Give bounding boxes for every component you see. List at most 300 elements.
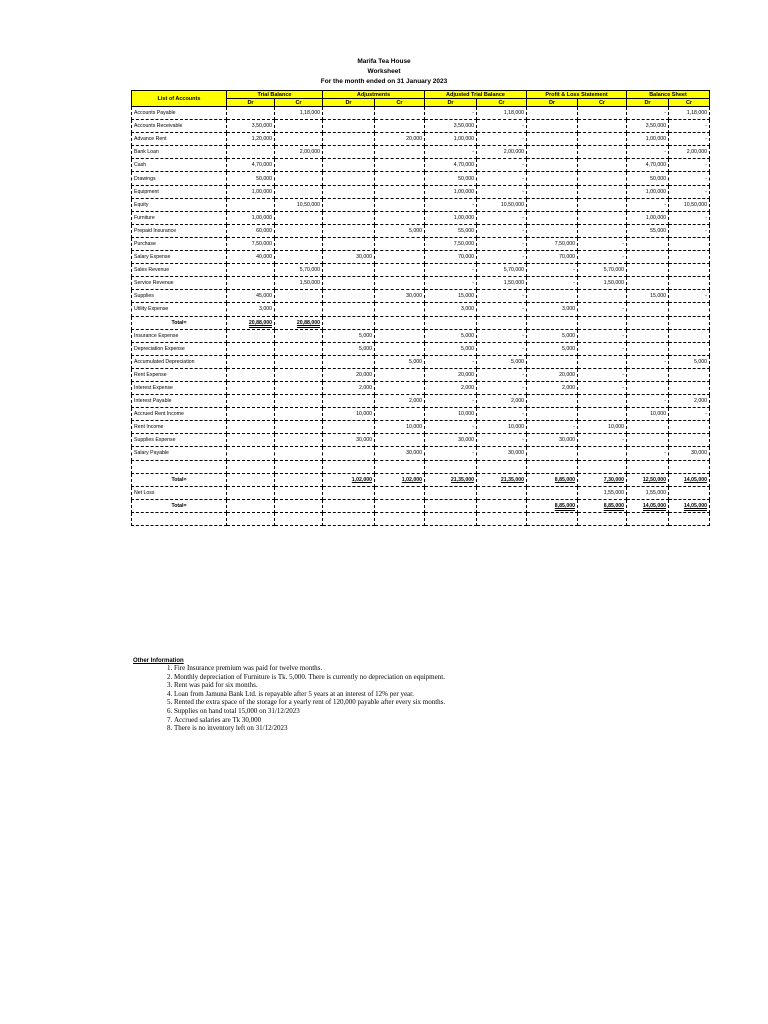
account-name: Accrued Rent Income: [132, 408, 227, 421]
cell-value: [227, 355, 275, 368]
cell-value: [323, 120, 375, 133]
table-row: [132, 237, 710, 250]
cell-value: [425, 316, 477, 329]
info-item: 8. There is no inventory left on 31/12/2023: [174, 724, 445, 733]
cell-value: -: [669, 408, 710, 421]
cell-value: [227, 198, 275, 211]
cell-value: -: [477, 251, 527, 264]
account-name: Salary Payable: [132, 447, 227, 460]
cell-value: 1,50,000: [477, 277, 527, 290]
cell-value: [323, 237, 375, 250]
cell-value: [578, 120, 627, 133]
cell-value: -: [578, 303, 627, 316]
cell-value: -: [477, 120, 527, 133]
cell-value: [669, 421, 710, 434]
cell-value: 70,000: [527, 251, 578, 264]
dr-header: Dr: [527, 99, 578, 107]
cell-value: [323, 355, 375, 368]
cell-value: -: [477, 237, 527, 250]
cell-value: 1,00,000: [425, 185, 477, 198]
cell-value: [627, 329, 669, 342]
table-row: [132, 434, 710, 447]
cell-value: 15,000: [425, 290, 477, 303]
cell-value: [578, 185, 627, 198]
cell-value: 20,000: [375, 133, 425, 146]
account-name: Purchase: [132, 237, 227, 250]
cell-value: [227, 434, 275, 447]
info-item: 6. Supplies on hand total 15,000 on 31/12/2023: [174, 707, 445, 716]
cell-value: [627, 381, 669, 394]
cell-value: [578, 447, 627, 460]
cell-value: [578, 460, 627, 473]
account-name: Interest Payable: [132, 395, 227, 408]
cell-value: 1,18,000: [669, 107, 710, 120]
cell-value: 21,35,000: [477, 473, 527, 486]
cell-value: [227, 381, 275, 394]
cell-value: [627, 342, 669, 355]
account-name: Interest Expense: [132, 381, 227, 394]
cell-value: [275, 329, 323, 342]
cell-value: -: [425, 421, 477, 434]
cell-value: [323, 211, 375, 224]
cell-value: [275, 237, 323, 250]
account-name: Supplies Expense: [132, 434, 227, 447]
document-title: Worksheet: [367, 68, 401, 75]
cell-value: -: [669, 290, 710, 303]
account-name: Utility Expense: [132, 303, 227, 316]
cell-value: 7,50,000: [527, 237, 578, 250]
table-row: [132, 342, 710, 355]
cell-value: [578, 355, 627, 368]
cell-value: 8,85,000: [527, 473, 578, 486]
cell-value: [375, 408, 425, 421]
cell-value: [669, 237, 710, 250]
cell-value: [669, 277, 710, 290]
cell-value: [627, 512, 669, 525]
cell-value: [227, 421, 275, 434]
table-row: [132, 499, 710, 512]
cell-value: 1,20,000: [227, 133, 275, 146]
cell-value: [323, 277, 375, 290]
info-item: 7. Accrued salaries are Tk 30,000: [174, 716, 445, 725]
cell-value: [275, 512, 323, 525]
cell-value: [227, 329, 275, 342]
table-row: [132, 355, 710, 368]
cell-value: 50,000: [627, 172, 669, 185]
cell-value: 21,35,000: [425, 473, 477, 486]
cell-value: [477, 460, 527, 473]
cell-value: [323, 486, 375, 499]
cell-value: 10,50,000: [669, 198, 710, 211]
cell-value: [227, 395, 275, 408]
cell-value: 2,000: [425, 381, 477, 394]
cell-value: [275, 290, 323, 303]
cell-value: -: [578, 434, 627, 447]
cell-value: 2,000: [669, 395, 710, 408]
cell-value: [477, 316, 527, 329]
cell-value: 30,000: [323, 251, 375, 264]
cell-value: [375, 499, 425, 512]
cell-value: [275, 211, 323, 224]
table-row: [132, 198, 710, 211]
cell-value: [227, 486, 275, 499]
cell-value: [227, 408, 275, 421]
table-row: [132, 185, 710, 198]
cell-value: [527, 107, 578, 120]
account-name: Total=: [132, 316, 227, 329]
cell-value: [527, 133, 578, 146]
cell-value: 3,50,000: [425, 120, 477, 133]
cell-value: [578, 172, 627, 185]
cell-value: [275, 447, 323, 460]
cell-value: -: [627, 198, 669, 211]
cell-value: -: [669, 224, 710, 237]
cell-value: -: [425, 146, 477, 159]
cell-value: -: [477, 434, 527, 447]
cell-value: -: [477, 224, 527, 237]
cell-value: [578, 133, 627, 146]
cell-value: -: [477, 342, 527, 355]
cell-value: 5,000: [375, 355, 425, 368]
cell-value: 1,50,000: [275, 277, 323, 290]
cell-value: [669, 434, 710, 447]
cell-value: 7,50,000: [425, 237, 477, 250]
cell-value: [425, 460, 477, 473]
dr-header: Dr: [323, 99, 375, 107]
cell-value: [527, 198, 578, 211]
cell-value: [627, 460, 669, 473]
cell-value: -: [627, 146, 669, 159]
table-row: [132, 224, 710, 237]
cell-value: [527, 211, 578, 224]
cell-value: 10,000: [323, 408, 375, 421]
cell-value: [375, 198, 425, 211]
cell-value: [227, 499, 275, 512]
group-header: Adjusted Trial Balance: [425, 91, 527, 99]
cell-value: [275, 434, 323, 447]
account-name: Cash: [132, 159, 227, 172]
cell-value: -: [669, 211, 710, 224]
cell-value: -: [627, 355, 669, 368]
info-item: 1. Fire Insurance premium was paid for twelve months.: [174, 664, 445, 673]
cell-value: 2,00,000: [477, 146, 527, 159]
table-row: [132, 172, 710, 185]
cell-value: [275, 421, 323, 434]
cell-value: 1,00,000: [227, 211, 275, 224]
cell-value: [669, 460, 710, 473]
cell-value: [527, 460, 578, 473]
cell-value: [627, 277, 669, 290]
info-item: 2. Monthly depreciation of Furniture is Tk. 5,000. There is currently no depreciation on equipment.: [174, 673, 445, 682]
cell-value: [627, 421, 669, 434]
cell-value: 1,18,000: [477, 107, 527, 120]
cell-value: [669, 303, 710, 316]
cell-value: [275, 172, 323, 185]
cell-value: -: [477, 290, 527, 303]
cell-value: [227, 342, 275, 355]
cell-value: -: [425, 107, 477, 120]
other-information-list: [150, 664, 445, 733]
cell-value: [527, 290, 578, 303]
cell-value: [275, 224, 323, 237]
cell-value: [275, 395, 323, 408]
cell-value: -: [578, 342, 627, 355]
cell-value: [527, 159, 578, 172]
cell-value: -: [669, 120, 710, 133]
cell-value: 5,000: [425, 329, 477, 342]
cell-value: 30,000: [323, 434, 375, 447]
cell-value: 5,000: [527, 329, 578, 342]
cell-value: [578, 512, 627, 525]
cell-value: [527, 172, 578, 185]
info-item: 3. Rent was paid for six months.: [174, 681, 445, 690]
cell-value: [375, 486, 425, 499]
cell-value: [323, 303, 375, 316]
cell-value: 1,00,000: [627, 211, 669, 224]
cell-value: 30,000: [669, 447, 710, 460]
account-name: Salary Expense: [132, 251, 227, 264]
account-name: Accounts Payable: [132, 107, 227, 120]
cell-value: [323, 512, 375, 525]
cell-value: 5,000: [425, 342, 477, 355]
cell-value: [578, 107, 627, 120]
cell-value: 5,70,000: [275, 264, 323, 277]
cell-value: 7,30,000: [578, 473, 627, 486]
table-row: [132, 447, 710, 460]
cell-value: 3,50,000: [227, 120, 275, 133]
cell-value: 30,000: [527, 434, 578, 447]
table-row: [132, 395, 710, 408]
cell-value: [375, 368, 425, 381]
cell-value: [323, 146, 375, 159]
account-name: Drawings: [132, 172, 227, 185]
cell-value: [425, 499, 477, 512]
table-row: [132, 512, 710, 525]
cell-value: [669, 264, 710, 277]
cell-value: 5,70,000: [477, 264, 527, 277]
other-information-heading: Other Information: [133, 658, 184, 664]
cell-value: [527, 355, 578, 368]
cell-value: -: [527, 421, 578, 434]
cell-value: [375, 159, 425, 172]
account-name: Bank Loan: [132, 146, 227, 159]
cell-value: 2,000: [477, 395, 527, 408]
cell-value: -: [669, 185, 710, 198]
cell-value: -: [425, 264, 477, 277]
cell-value: [323, 447, 375, 460]
account-name: Total=: [132, 499, 227, 512]
cell-value: [578, 290, 627, 303]
account-name: Accumulated Depreciation: [132, 355, 227, 368]
cell-value: -: [425, 395, 477, 408]
table-row: [132, 159, 710, 172]
cell-value: [578, 198, 627, 211]
cell-value: [578, 146, 627, 159]
cell-value: [627, 303, 669, 316]
cell-value: 12,50,000: [627, 473, 669, 486]
cell-value: 14,05,000: [669, 499, 710, 512]
account-name: Rent Income: [132, 421, 227, 434]
cell-value: [375, 329, 425, 342]
cell-value: [227, 107, 275, 120]
cell-value: 1,00,000: [627, 185, 669, 198]
cell-value: 20,000: [425, 368, 477, 381]
cell-value: [527, 486, 578, 499]
table-row: [132, 486, 710, 499]
cell-value: -: [477, 211, 527, 224]
cell-value: 10,50,000: [275, 198, 323, 211]
cell-value: [227, 473, 275, 486]
cell-value: [323, 198, 375, 211]
cell-value: 5,000: [375, 224, 425, 237]
cell-value: -: [477, 159, 527, 172]
period-line: For the month ended on 31 January 2023: [320, 78, 448, 85]
cell-value: 50,000: [227, 172, 275, 185]
cell-value: -: [578, 329, 627, 342]
cell-value: [323, 107, 375, 120]
cell-value: [527, 224, 578, 237]
cell-value: -: [477, 185, 527, 198]
cell-value: [275, 251, 323, 264]
cell-value: [323, 316, 375, 329]
cell-value: 55,000: [627, 224, 669, 237]
cell-value: -: [477, 133, 527, 146]
account-name: Accounts Receivable: [132, 120, 227, 133]
cell-value: [375, 237, 425, 250]
cell-value: [227, 146, 275, 159]
cell-value: 3,000: [425, 303, 477, 316]
cell-value: [669, 251, 710, 264]
table-row: [132, 107, 710, 120]
cell-value: [227, 277, 275, 290]
cell-value: [477, 512, 527, 525]
cell-value: [375, 211, 425, 224]
cell-value: 4,70,000: [627, 159, 669, 172]
cell-value: 8,85,000: [578, 499, 627, 512]
cell-value: [323, 499, 375, 512]
cell-value: [669, 316, 710, 329]
worksheet-table: [131, 90, 710, 526]
table-row: [132, 211, 710, 224]
cell-value: -: [425, 447, 477, 460]
table-row: [132, 368, 710, 381]
cell-value: 30,000: [375, 447, 425, 460]
info-item: 5. Rented the extra space of the storage for a yearly rent of 120,000 payable after every six months.: [174, 698, 445, 707]
cell-value: -: [627, 395, 669, 408]
group-header: Balance Sheet: [627, 91, 710, 99]
info-item: 4. Loan from Jamuna Bank Ltd. is repayable after 5 years at an interest of 12% per year.: [174, 690, 445, 699]
cell-value: [323, 185, 375, 198]
cell-value: 5,000: [669, 355, 710, 368]
cell-value: 45,000: [227, 290, 275, 303]
cell-value: [227, 447, 275, 460]
cell-value: 10,000: [425, 408, 477, 421]
cell-value: [275, 486, 323, 499]
cell-value: [375, 316, 425, 329]
cell-value: [669, 329, 710, 342]
cell-value: 10,000: [477, 421, 527, 434]
cell-value: -: [669, 172, 710, 185]
group-header: Adjustments: [323, 91, 425, 99]
cell-value: 5,000: [323, 342, 375, 355]
cell-value: [275, 342, 323, 355]
cell-value: [669, 512, 710, 525]
table-row: [132, 133, 710, 146]
cell-value: 4,70,000: [227, 159, 275, 172]
cell-value: 5,000: [527, 342, 578, 355]
cell-value: [627, 316, 669, 329]
cell-value: 1,00,000: [627, 133, 669, 146]
cr-header: Cr: [375, 99, 425, 107]
cell-value: 2,00,000: [669, 146, 710, 159]
cell-value: [527, 185, 578, 198]
table-row: [132, 316, 710, 329]
account-name: Service Revenue: [132, 277, 227, 290]
cell-value: [323, 460, 375, 473]
cell-value: -: [627, 447, 669, 460]
cell-value: [627, 264, 669, 277]
cell-value: [578, 316, 627, 329]
cell-value: 5,000: [323, 329, 375, 342]
cell-value: 5,70,000: [578, 264, 627, 277]
cell-value: [375, 146, 425, 159]
table-row: [132, 264, 710, 277]
table-row: [132, 329, 710, 342]
group-header: Profit & Loss Statement: [527, 91, 627, 99]
cell-value: -: [477, 172, 527, 185]
cell-value: -: [527, 277, 578, 290]
cell-value: 3,50,000: [627, 120, 669, 133]
cr-header: Cr: [477, 99, 527, 107]
cell-value: -: [578, 251, 627, 264]
cell-value: [375, 460, 425, 473]
cell-value: [275, 368, 323, 381]
cell-value: 10,000: [375, 421, 425, 434]
cell-value: [578, 159, 627, 172]
cell-value: 10,50,000: [477, 198, 527, 211]
cell-value: 1,50,000: [578, 277, 627, 290]
cell-value: -: [669, 133, 710, 146]
cell-value: [527, 408, 578, 421]
account-name: Sales Revenue: [132, 264, 227, 277]
account-name: Total=: [132, 473, 227, 486]
cell-value: [578, 408, 627, 421]
cell-value: -: [425, 198, 477, 211]
cell-value: [227, 264, 275, 277]
cell-value: [425, 512, 477, 525]
account-name: Insurance Expense: [132, 329, 227, 342]
cell-value: [375, 381, 425, 394]
dr-header: Dr: [627, 99, 669, 107]
cell-value: 3,000: [527, 303, 578, 316]
cell-value: 1,00,000: [425, 133, 477, 146]
cell-value: -: [578, 381, 627, 394]
cell-value: [527, 316, 578, 329]
cell-value: -: [477, 329, 527, 342]
cell-value: 50,000: [425, 172, 477, 185]
cell-value: [627, 368, 669, 381]
cell-value: [375, 277, 425, 290]
table-row: [132, 460, 710, 473]
table-row: [132, 146, 710, 159]
cr-header: Cr: [669, 99, 710, 107]
table-row: [132, 408, 710, 421]
cell-value: -: [477, 408, 527, 421]
cell-value: [375, 120, 425, 133]
cell-value: [275, 381, 323, 394]
cell-value: [627, 251, 669, 264]
company-name: Marifa Tea House: [357, 58, 411, 65]
